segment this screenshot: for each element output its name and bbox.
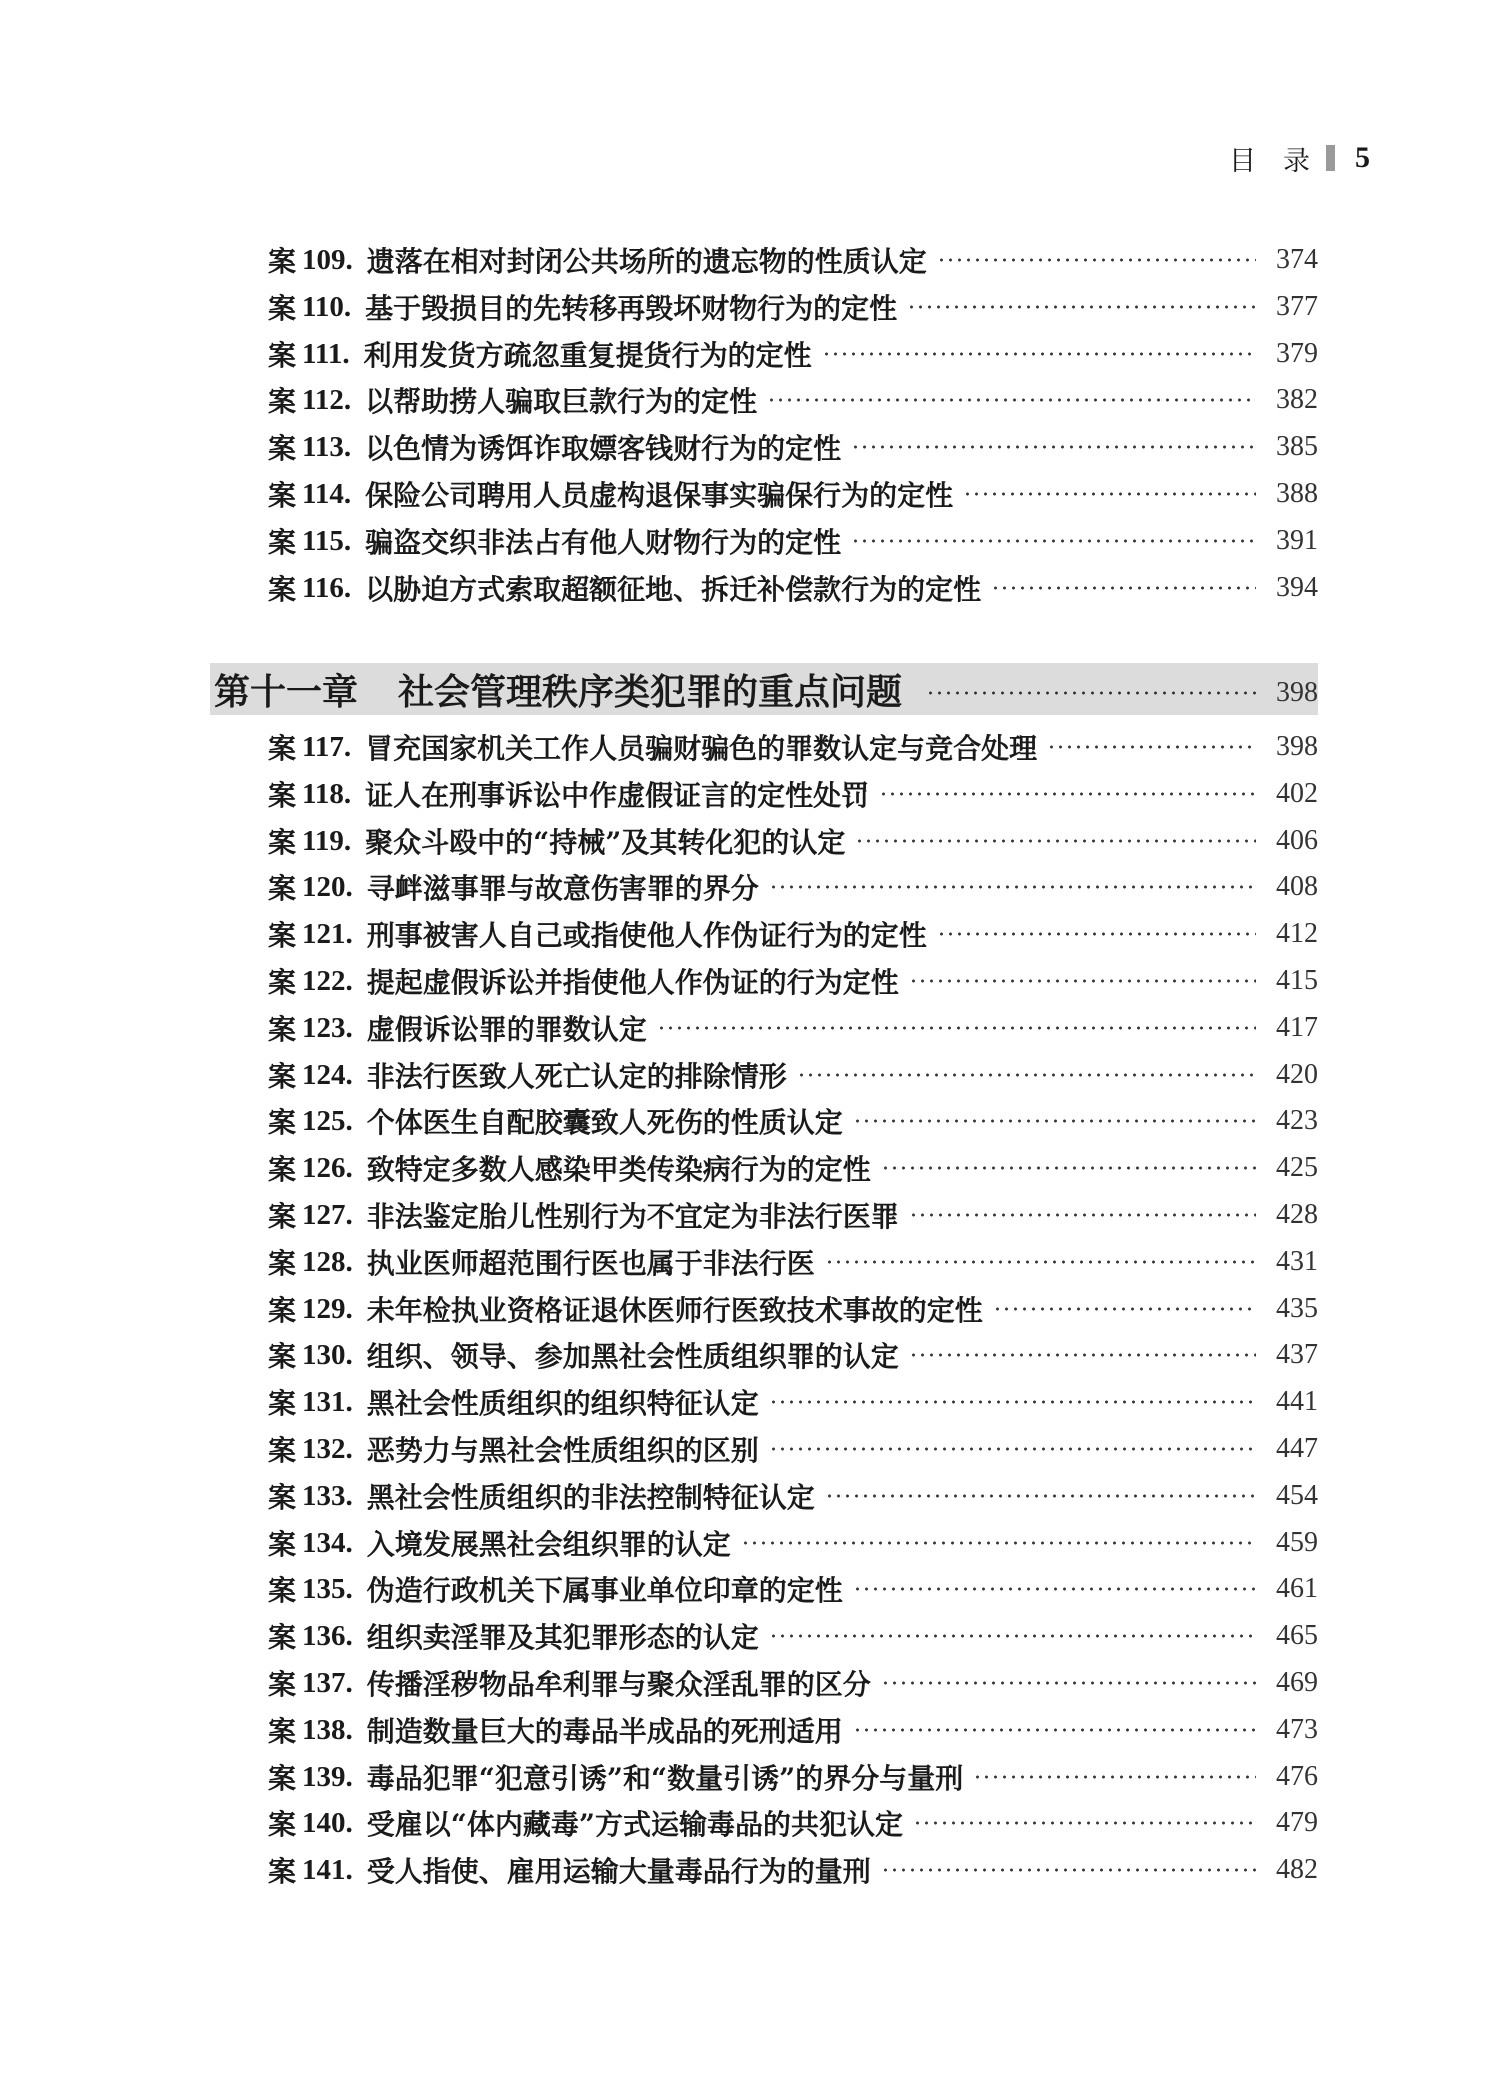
case-prefix: 案 — [268, 1762, 297, 1795]
case-prefix: 案 — [268, 526, 297, 559]
entry-page-number: 428 — [1276, 1199, 1318, 1230]
entry-page-number: 423 — [1276, 1105, 1318, 1136]
case-number: 123. — [302, 1011, 353, 1044]
entry-page-number: 420 — [1276, 1059, 1318, 1090]
case-prefix: 案 — [268, 1855, 297, 1888]
case-number: 136. — [302, 1619, 353, 1652]
entry-title: 骗盗交织非法占有他人财物行为的定性 — [365, 526, 842, 559]
entry-title: 刑事被害人自己或指使他人作伪证行为的定性 — [366, 919, 927, 952]
entry-title: 个体医生自配胶囊致人死伤的性质认定 — [366, 1106, 843, 1139]
toc-entry[interactable] — [268, 1660, 1318, 1706]
entry-title: 黑社会性质组织的非法控制特征认定 — [366, 1481, 815, 1514]
entry-title: 黑社会性质组织的组织特征认定 — [366, 1387, 759, 1420]
dot-leader — [825, 1492, 1256, 1500]
toc-entry[interactable] — [268, 1426, 1318, 1472]
dot-leader — [907, 303, 1256, 311]
dot-leader — [769, 1445, 1256, 1453]
toc-entry[interactable] — [268, 911, 1318, 957]
entry-page-number: 412 — [1276, 918, 1318, 949]
case-prefix: 案 — [268, 779, 297, 812]
dot-leader — [767, 396, 1256, 404]
entry-page-number: 469 — [1276, 1667, 1318, 1698]
entry-page-number: 447 — [1276, 1433, 1318, 1464]
entry-title: 受人指使、雇用运输大量毒品行为的量刑 — [366, 1855, 871, 1888]
case-number: 124. — [302, 1058, 353, 1091]
case-prefix: 案 — [268, 245, 297, 278]
case-number: 121. — [302, 917, 353, 950]
entry-title: 基于毁损目的先转移再毁坏财物行为的定性 — [365, 292, 898, 325]
case-number: 134. — [302, 1526, 353, 1559]
dot-leader — [797, 1071, 1256, 1079]
toc-entry[interactable] — [268, 1566, 1318, 1612]
toc-entry[interactable] — [268, 1473, 1318, 1519]
entry-title: 制造数量巨大的毒品半成品的死刑适用 — [366, 1715, 843, 1748]
entry-page-number: 425 — [1276, 1152, 1318, 1183]
entry-title: 入境发展黑社会组织罪的认定 — [366, 1528, 731, 1561]
case-number: 113. — [302, 430, 352, 463]
chapter-label: 第十一章 — [214, 670, 359, 713]
entry-title: 聚众斗殴中的“持械”及其转化犯的认定 — [365, 826, 846, 859]
case-prefix: 案 — [268, 966, 297, 999]
case-number: 138. — [302, 1713, 353, 1746]
case-prefix: 案 — [268, 919, 297, 952]
toc-entry[interactable] — [268, 724, 1318, 770]
entry-page-number: 473 — [1276, 1714, 1318, 1745]
entry-title: 执业医师超范围行医也属于非法行医 — [366, 1247, 815, 1280]
case-number: 112. — [302, 383, 352, 416]
entry-title: 提起虚假诉讼并指使他人作伪证的行为定性 — [366, 966, 899, 999]
entry-page-number: 385 — [1276, 431, 1318, 462]
dot-leader — [853, 1117, 1256, 1125]
toc-entry[interactable] — [268, 565, 1318, 611]
entry-title: 组织卖淫罪及其犯罪形态的认定 — [366, 1621, 759, 1654]
toc-entry[interactable] — [268, 1379, 1318, 1425]
entry-page-number: 476 — [1276, 1761, 1318, 1792]
entry-page-number: 482 — [1276, 1854, 1318, 1885]
toc-entry[interactable] — [268, 471, 1318, 517]
dot-leader — [769, 1398, 1256, 1406]
case-number: 139. — [302, 1760, 353, 1793]
running-head — [1229, 138, 1370, 178]
dot-leader — [909, 1211, 1256, 1219]
dot-leader — [913, 1819, 1256, 1827]
entry-title: 未年检执业资格证退休医师行医致技术事故的定性 — [366, 1294, 983, 1327]
entry-title: 受雇以“体内藏毒”方式运输毒品的共犯认定 — [366, 1808, 903, 1841]
entry-title: 非法鉴定胎儿性别行为不宜定为非法行医罪 — [366, 1200, 899, 1233]
case-prefix: 案 — [268, 1060, 297, 1093]
toc-entry[interactable] — [268, 1005, 1318, 1051]
case-number: 128. — [302, 1245, 353, 1278]
case-prefix: 案 — [268, 1434, 297, 1467]
entry-title: 传播淫秽物品牟利罪与聚众淫乱罪的区分 — [366, 1668, 871, 1701]
case-number: 131. — [302, 1385, 353, 1418]
entry-page-number: 465 — [1276, 1620, 1318, 1651]
entry-page-number: 454 — [1276, 1480, 1318, 1511]
dot-leader — [909, 1351, 1256, 1359]
page-number: 5 — [1355, 141, 1370, 174]
entry-page-number: 406 — [1276, 825, 1318, 856]
case-prefix: 案 — [268, 385, 297, 418]
toc-entry[interactable] — [268, 1098, 1318, 1144]
case-prefix: 案 — [268, 1808, 297, 1841]
case-number: 126. — [302, 1151, 353, 1184]
case-prefix: 案 — [268, 1715, 297, 1748]
dot-leader — [741, 1539, 1256, 1547]
chapter-title: 社会管理秩序类犯罪的重点问题 — [398, 670, 903, 713]
case-number: 122. — [302, 964, 353, 997]
entry-title: 寻衅滋事罪与故意伤害罪的界分 — [366, 872, 759, 905]
entry-page-number: 461 — [1276, 1573, 1318, 1604]
dot-leader — [881, 1164, 1256, 1172]
case-number: 110. — [302, 290, 352, 323]
case-number: 135. — [302, 1572, 353, 1605]
entry-page-number: 391 — [1276, 525, 1318, 556]
dot-leader — [881, 1679, 1256, 1687]
dot-leader — [881, 1866, 1256, 1874]
entry-page-number: 377 — [1276, 291, 1318, 322]
entry-title: 证人在刑事诉讼中作虚假证言的定性处罚 — [365, 779, 870, 812]
entry-page-number: 374 — [1276, 244, 1318, 275]
case-prefix: 案 — [268, 1200, 297, 1233]
toc-entry[interactable] — [268, 1052, 1318, 1098]
dot-leader — [926, 689, 1262, 697]
case-number: 116. — [302, 571, 352, 604]
dot-leader — [851, 537, 1256, 545]
case-number: 118. — [302, 777, 352, 810]
case-number: 117. — [302, 730, 352, 763]
entry-page-number: 388 — [1276, 478, 1318, 509]
toc-entry[interactable] — [268, 958, 1318, 1004]
case-number: 132. — [302, 1432, 353, 1465]
entry-page-number: 479 — [1276, 1807, 1318, 1838]
toc-entry[interactable] — [268, 771, 1318, 817]
case-number: 120. — [302, 870, 353, 903]
toc-entry[interactable] — [268, 518, 1318, 564]
entry-title: 以帮助捞人骗取巨款行为的定性 — [365, 385, 758, 418]
case-prefix: 案 — [268, 872, 297, 905]
dot-leader — [973, 1773, 1256, 1781]
toc-entry[interactable] — [268, 1192, 1318, 1238]
case-number: 114. — [302, 477, 352, 510]
case-prefix: 案 — [268, 1247, 297, 1280]
toc-entry[interactable] — [268, 284, 1318, 330]
toc-entry[interactable] — [268, 1145, 1318, 1191]
dot-leader — [769, 883, 1256, 891]
chapter-page-number: 398 — [1276, 677, 1318, 708]
case-prefix: 案 — [268, 432, 297, 465]
case-prefix: 案 — [268, 1528, 297, 1561]
toc-entry[interactable] — [268, 377, 1318, 423]
entry-page-number: 417 — [1276, 1012, 1318, 1043]
dot-leader — [855, 837, 1256, 845]
case-prefix: 案 — [268, 1574, 297, 1607]
case-number: 137. — [302, 1666, 353, 1699]
toc-entry[interactable] — [268, 1754, 1318, 1800]
case-prefix: 案 — [268, 1668, 297, 1701]
entry-page-number: 379 — [1276, 338, 1318, 369]
dot-leader — [851, 443, 1256, 451]
case-prefix: 案 — [268, 1387, 297, 1420]
entry-title: 伪造行政机关下属事业单位印章的定性 — [366, 1574, 843, 1607]
case-prefix: 案 — [268, 1340, 297, 1373]
case-number: 127. — [302, 1198, 353, 1231]
toc-entry[interactable] — [268, 1332, 1318, 1378]
chapter-heading[interactable] — [210, 663, 1318, 715]
entry-page-number: 441 — [1276, 1386, 1318, 1417]
dot-leader — [1047, 743, 1256, 751]
toc-entry[interactable] — [268, 237, 1318, 283]
dot-leader — [963, 490, 1256, 498]
case-prefix: 案 — [268, 339, 297, 372]
running-head-divider — [1326, 145, 1335, 171]
dot-leader — [879, 790, 1256, 798]
case-prefix: 案 — [268, 479, 297, 512]
case-number: 111. — [302, 337, 350, 370]
case-number: 140. — [302, 1806, 353, 1839]
case-prefix: 案 — [268, 573, 297, 606]
entry-page-number: 382 — [1276, 384, 1318, 415]
entry-title: 利用发货方疏忽重复提货行为的定性 — [363, 339, 812, 372]
entry-title: 组织、领导、参加黑社会性质组织罪的认定 — [366, 1340, 899, 1373]
running-head-title: 目 录 — [1229, 145, 1310, 177]
entry-page-number: 459 — [1276, 1527, 1318, 1558]
case-number: 109. — [302, 243, 353, 276]
entry-title: 毒品犯罪“犯意引诱”和“数量引诱”的界分与量刑 — [366, 1762, 964, 1795]
dot-leader — [993, 1305, 1256, 1313]
dot-leader — [853, 1585, 1256, 1593]
toc-entry[interactable] — [268, 1847, 1318, 1893]
toc-entry[interactable] — [268, 1239, 1318, 1285]
dot-leader — [853, 1726, 1256, 1734]
case-number: 115. — [302, 524, 352, 557]
entry-page-number: 435 — [1276, 1293, 1318, 1324]
entry-title: 遗落在相对封闭公共场所的遗忘物的性质认定 — [366, 245, 927, 278]
dot-leader — [825, 1258, 1256, 1266]
case-prefix: 案 — [268, 1013, 297, 1046]
dot-leader — [769, 1632, 1256, 1640]
entry-page-number: 394 — [1276, 572, 1318, 603]
entry-title: 冒充国家机关工作人员骗财骗色的罪数认定与竞合处理 — [365, 732, 1038, 765]
toc-entry[interactable] — [268, 1613, 1318, 1659]
case-prefix: 案 — [268, 292, 297, 325]
entry-title: 非法行医致人死亡认定的排除情形 — [366, 1060, 787, 1093]
entry-title: 致特定多数人感染甲类传染病行为的定性 — [366, 1153, 871, 1186]
case-prefix: 案 — [268, 1621, 297, 1654]
toc-entry[interactable] — [268, 1800, 1318, 1846]
toc-entry[interactable] — [268, 331, 1318, 377]
entry-title: 以色情为诱饵诈取嫖客钱财行为的定性 — [365, 432, 842, 465]
case-prefix: 案 — [268, 1294, 297, 1327]
dot-leader — [937, 930, 1256, 938]
entry-page-number: 402 — [1276, 778, 1318, 809]
entry-title: 恶势力与黑社会性质组织的区别 — [366, 1434, 759, 1467]
case-prefix: 案 — [268, 1153, 297, 1186]
case-prefix: 案 — [268, 1106, 297, 1139]
dot-leader — [909, 977, 1256, 985]
entry-title: 以胁迫方式索取超额征地、拆迁补偿款行为的定性 — [365, 573, 982, 606]
entry-page-number: 431 — [1276, 1246, 1318, 1277]
case-number: 133. — [302, 1479, 353, 1512]
case-number: 119. — [302, 824, 352, 857]
entry-title: 虚假诉讼罪的罪数认定 — [366, 1013, 647, 1046]
entry-page-number: 415 — [1276, 965, 1318, 996]
case-prefix: 案 — [268, 826, 297, 859]
case-prefix: 案 — [268, 1481, 297, 1514]
toc-entry[interactable] — [268, 424, 1318, 470]
entry-page-number: 408 — [1276, 871, 1318, 902]
case-number: 129. — [302, 1292, 353, 1325]
case-prefix: 案 — [268, 732, 297, 765]
toc-entry[interactable] — [268, 1520, 1318, 1566]
toc-entry[interactable] — [268, 864, 1318, 910]
case-number: 141. — [302, 1853, 353, 1886]
toc-entry[interactable] — [268, 1707, 1318, 1753]
dot-leader — [822, 350, 1256, 358]
toc-entry[interactable] — [268, 818, 1318, 864]
entry-title: 保险公司聘用人员虚构退保事实骗保行为的定性 — [365, 479, 954, 512]
entry-page-number: 398 — [1276, 731, 1318, 762]
entry-page-number: 437 — [1276, 1339, 1318, 1370]
dot-leader — [657, 1024, 1256, 1032]
case-number: 130. — [302, 1338, 353, 1371]
dot-leader — [937, 256, 1256, 264]
toc-entry[interactable] — [268, 1286, 1318, 1332]
dot-leader — [991, 584, 1256, 592]
case-number: 125. — [302, 1104, 353, 1137]
